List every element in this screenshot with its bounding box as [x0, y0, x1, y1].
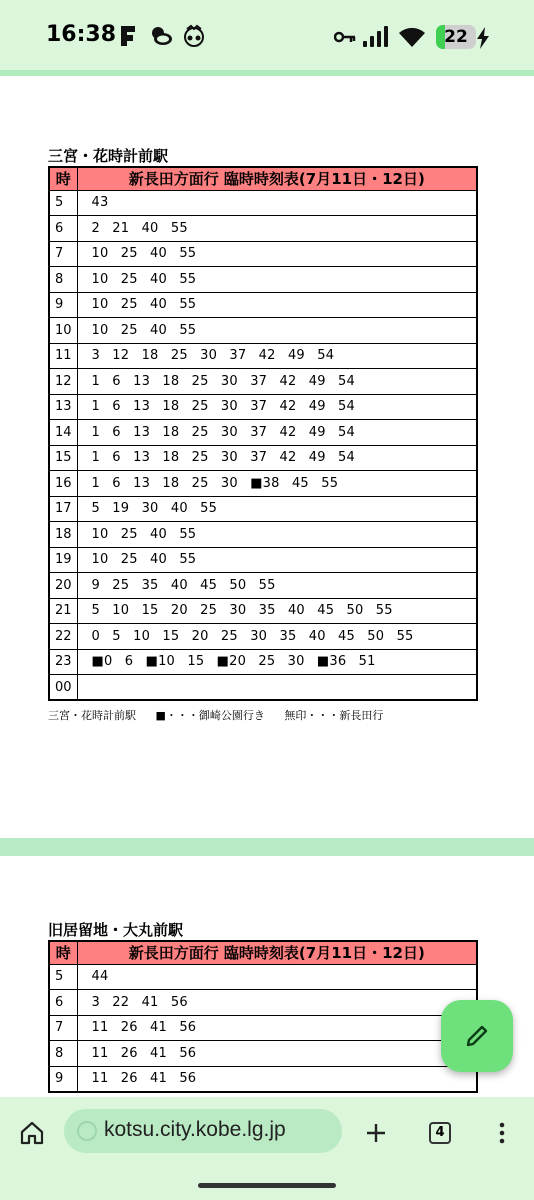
weather-icon — [148, 24, 174, 48]
minutes-cell: 5 19 30 40 55 — [77, 496, 477, 522]
hour-cell: 7 — [49, 241, 77, 267]
minutes-cell: 9 25 35 40 45 50 55 — [77, 573, 477, 599]
table-row — [49, 598, 477, 624]
hour-header: 時 — [49, 167, 77, 190]
table-row — [49, 241, 477, 267]
minutes-cell: 43 — [77, 190, 477, 216]
table-row — [49, 318, 477, 344]
table-row — [49, 471, 477, 497]
minutes-cell: 11 26 41 56 — [77, 1015, 477, 1041]
hour-cell: 19 — [49, 547, 77, 573]
minutes-cell: 0 5 10 15 20 25 30 35 40 45 50 55 — [77, 624, 477, 650]
hour-cell: 11 — [49, 343, 77, 369]
table-row — [49, 445, 477, 471]
table-row — [49, 675, 477, 701]
table-row — [49, 573, 477, 599]
battery-indicator — [436, 25, 476, 49]
status-bar — [0, 0, 534, 76]
station-name: 旧居留地・大丸前駅 — [48, 921, 184, 939]
gesture-handle[interactable] — [198, 1183, 336, 1188]
legend — [48, 707, 478, 723]
minutes-cell: 1 6 13 18 25 30 37 42 49 54 — [77, 420, 477, 446]
site-info-icon — [76, 1120, 98, 1142]
tab-count: 4 — [429, 1122, 451, 1144]
minutes-cell: 10 25 40 55 — [77, 318, 477, 344]
table-row — [49, 624, 477, 650]
timetable — [48, 166, 478, 701]
hour-cell: 16 — [49, 471, 77, 497]
table-row — [49, 267, 477, 293]
hour-cell: 9 — [49, 1066, 77, 1092]
table-row — [49, 964, 477, 990]
new-tab-button[interactable] — [354, 1111, 398, 1155]
hour-cell: 5 — [49, 964, 77, 990]
table-row — [49, 343, 477, 369]
url-text: kotsu.city.kobe.lg.jp — [104, 1118, 286, 1141]
status-time: 16:38 — [46, 22, 117, 47]
table-row — [49, 649, 477, 675]
battery-level: 22 — [444, 27, 468, 47]
hour-cell: 6 — [49, 990, 77, 1016]
hour-cell: 12 — [49, 369, 77, 395]
table-row — [49, 1015, 477, 1041]
hour-cell: 7 — [49, 1015, 77, 1041]
minutes-cell — [77, 675, 477, 701]
minutes-cell: 2 21 40 55 — [77, 216, 477, 242]
minutes-cell: 10 25 40 55 — [77, 292, 477, 318]
minutes-cell: 10 25 40 55 — [77, 241, 477, 267]
plus-icon — [364, 1121, 388, 1145]
hour-cell: 8 — [49, 1041, 77, 1067]
minutes-cell: 10 25 40 55 — [77, 547, 477, 573]
hour-cell: 00 — [49, 675, 77, 701]
address-bar[interactable] — [64, 1109, 342, 1153]
minutes-cell: 11 26 41 56 — [77, 1066, 477, 1092]
game-notification-icon — [182, 24, 206, 48]
hour-cell: 22 — [49, 624, 77, 650]
hour-cell: 8 — [49, 267, 77, 293]
legend-unmarked: 無印・・・新長田行 — [284, 709, 384, 722]
table-row — [49, 190, 477, 216]
table-row — [49, 369, 477, 395]
minutes-cell: 44 — [77, 964, 477, 990]
table-row — [49, 292, 477, 318]
legend-station: 三宮・花時計前駅 — [48, 709, 136, 722]
hour-header: 時 — [49, 941, 77, 964]
hour-cell: 15 — [49, 445, 77, 471]
signal-icon — [362, 25, 390, 49]
minutes-cell: 10 25 40 55 — [77, 522, 477, 548]
table-row — [49, 1066, 477, 1092]
hour-cell: 23 — [49, 649, 77, 675]
menu-button[interactable] — [480, 1111, 524, 1155]
app-notification-icon — [118, 24, 138, 48]
table-row — [49, 216, 477, 242]
minutes-cell: 1 6 13 18 25 30 ■38 45 55 — [77, 471, 477, 497]
pencil-icon — [464, 1023, 490, 1049]
hour-cell: 21 — [49, 598, 77, 624]
table-row — [49, 496, 477, 522]
home-icon — [19, 1120, 45, 1146]
hour-cell: 6 — [49, 216, 77, 242]
wifi-icon — [398, 25, 426, 49]
minutes-cell: 3 22 41 56 — [77, 990, 477, 1016]
table-row — [49, 394, 477, 420]
edit-fab-button[interactable] — [441, 1000, 513, 1072]
timetable-title: 新長田方面行 臨時時刻表(7月11日・12日) — [77, 941, 477, 964]
timetable-header-row — [49, 167, 477, 190]
timetable-title: 新長田方面行 臨時時刻表(7月11日・12日) — [77, 167, 477, 190]
hour-cell: 14 — [49, 420, 77, 446]
table-row — [49, 420, 477, 446]
hour-cell: 20 — [49, 573, 77, 599]
station-name: 三宮・花時計前駅 — [48, 147, 169, 165]
charging-icon — [476, 27, 490, 49]
home-button[interactable] — [10, 1111, 54, 1155]
hour-cell: 10 — [49, 318, 77, 344]
hour-cell: 5 — [49, 190, 77, 216]
timetable — [48, 940, 478, 1093]
table-row — [49, 547, 477, 573]
minutes-cell: 1 6 13 18 25 30 37 42 49 54 — [77, 445, 477, 471]
table-row — [49, 1041, 477, 1067]
minutes-cell: 11 26 41 56 — [77, 1041, 477, 1067]
minutes-cell: 5 10 15 20 25 30 35 40 45 50 55 — [77, 598, 477, 624]
timetable-sannomiya — [48, 146, 478, 723]
table-row — [49, 990, 477, 1016]
hour-cell: 18 — [49, 522, 77, 548]
section-divider — [0, 838, 534, 856]
timetable-header-row — [49, 941, 477, 964]
minutes-cell: 10 25 40 55 — [77, 267, 477, 293]
minutes-cell: 1 6 13 18 25 30 37 42 49 54 — [77, 369, 477, 395]
hour-cell: 9 — [49, 292, 77, 318]
tab-switcher-button[interactable] — [418, 1111, 462, 1155]
key-icon — [334, 30, 356, 44]
more-vert-icon — [498, 1121, 506, 1145]
browser-toolbar — [0, 1097, 534, 1200]
minutes-cell: 3 12 18 25 30 37 42 49 54 — [77, 343, 477, 369]
hour-cell: 13 — [49, 394, 77, 420]
hour-cell: 17 — [49, 496, 77, 522]
minutes-cell: 1 6 13 18 25 30 37 42 49 54 — [77, 394, 477, 420]
minutes-cell: ■0 6 ■10 15 ■20 25 30 ■36 51 — [77, 649, 477, 675]
table-row — [49, 522, 477, 548]
legend-marked: ■・・・御崎公園行き — [155, 709, 265, 722]
